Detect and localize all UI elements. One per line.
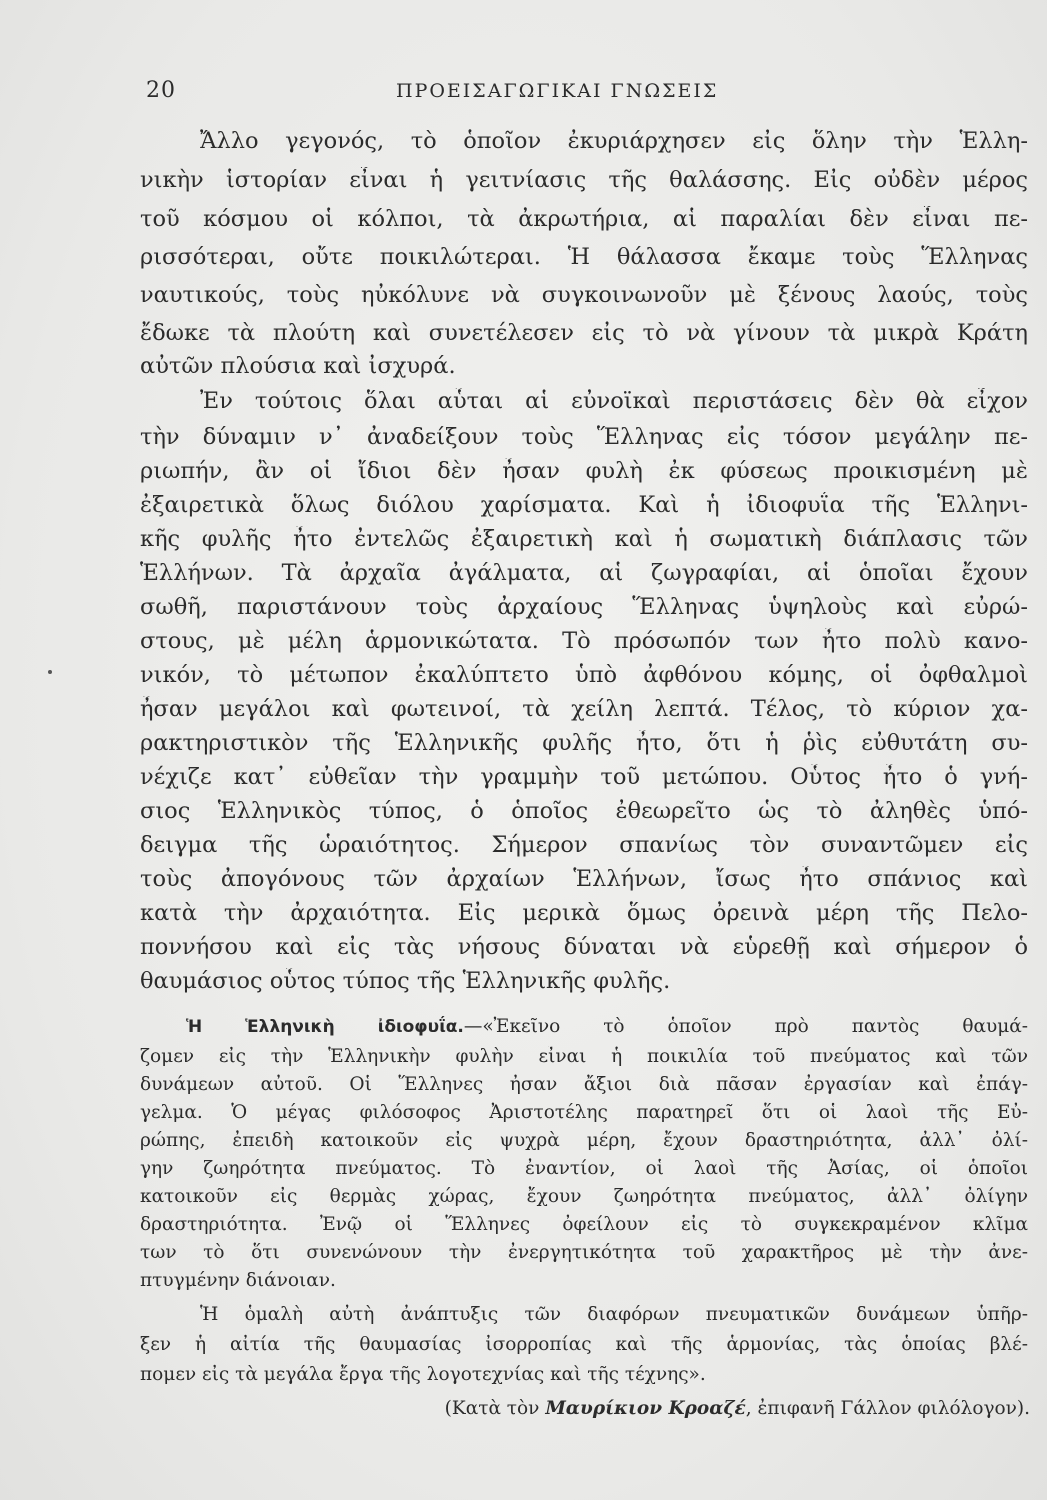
paragraph-2-line-5: κῆς φυλῆς ἦτο ἐντελῶς ἐξαιρετικὴ καὶ ἡ σωματικὴ διάπλασις τῶν xyxy=(140,526,1028,552)
paragraph-3-line-3: δυνάμεων αὐτοῦ. Οἱ Ἕλληνες ἦσαν ἄξιοι διὰ πᾶσαν ἐργασίαν καὶ ἐπάγ- xyxy=(140,1074,1028,1095)
paragraph-3-line-7: κατοικοῦν εἰς θερμὰς χώρας, ἔχουν ζωηρότητα πνεύματος, ἀλλ᾽ ὀλίγην xyxy=(140,1186,1028,1207)
paragraph-2-line-4: ἐξαιρετικὰ ὅλως διόλου χαρίσματα. Καὶ ἡ ἰδιοφυΐα τῆς Ἑλληνι- xyxy=(140,492,1028,518)
running-title: ΠΡΟΕΙΣΑΓΩΓΙΚΑΙ ΓΝΩΣΕΙΣ xyxy=(396,80,719,102)
paragraph-1-line-1: Ἄλλο γεγονός, τὸ ὁποῖον ἐκυριάρχησεν εἰς ὅλην τὴν Ἑλλη- xyxy=(200,128,1028,154)
paragraph-2-line-11: ρακτηριστικὸν τῆς Ἑλληνικῆς φυλῆς ἦτο, ὅτι ἡ ῥὶς εὐθυτάτη συ- xyxy=(140,730,1028,756)
paragraph-2-line-17: ποννήσου καὶ εἰς τὰς νήσους δύναται νὰ εὑρεθῇ καὶ σήμερον ὁ xyxy=(140,934,1028,960)
page-number: 20 xyxy=(146,78,176,103)
section-subheading: Ἡ Ἑλληνικὴ ἰδιοφυΐα. xyxy=(186,1017,464,1037)
paragraph-1-line-3: τοῦ κόσμου οἱ κόλποι, τὰ ἀκρωτήρια, αἱ παραλίαι δὲν εἶναι πε- xyxy=(140,206,1028,232)
paragraph-2-line-14: δειγμα τῆς ὡραιότητος. Σήμερον σπανίως τὸν συναντῶμεν εἰς xyxy=(140,832,1028,858)
paragraph-3-line-10: πτυγμένην διάνοιαν. xyxy=(140,1270,336,1291)
attribution-suffix: , ἐπιφανῆ Γάλλον φιλόλογον). xyxy=(745,1398,1030,1419)
paragraph-2-line-3: ριωπήν, ἂν οἱ ἴδιοι δὲν ἦσαν φυλὴ ἐκ φύσεως προικισμένη μὲ xyxy=(140,458,1028,484)
attribution xyxy=(300,1398,1030,1419)
paragraph-2-line-2: τὴν δύναμιν ν᾽ ἀναδείξουν τοὺς Ἕλληνας εἰς τόσον μεγάλην πε- xyxy=(140,424,1028,450)
paragraph-2-line-15: τοὺς ἀπογόνους τῶν ἀρχαίων Ἑλλήνων, ἴσως ἦτο σπάνιος καὶ xyxy=(140,866,1028,892)
paragraph-2-line-7: σωθῆ, παριστάνουν τοὺς ἀρχαίους Ἕλληνας ὑψηλοὺς καὶ εὐρώ- xyxy=(140,594,1028,620)
paragraph-2-line-13: σιος Ἑλληνικὸς τύπος, ὁ ὁποῖος ἐθεωρεῖτο ὡς τὸ ἀληθὲς ὑπό- xyxy=(140,798,1028,824)
paragraph-2-line-10: ἦσαν μεγάλοι καὶ φωτεινοί, τὰ χείλη λεπτά. Τέλος, τὸ κύριον χα- xyxy=(140,696,1028,722)
margin-speck xyxy=(48,670,52,674)
paragraph-4-line-1: Ἡ ὁμαλὴ αὐτὴ ἀνάπτυξις τῶν διαφόρων πνευματικῶν δυνάμεων ὑπῆρ- xyxy=(200,1304,1028,1325)
paragraph-4-line-2: ξεν ἡ αἰτία τῆς θαυμασίας ἰσορροπίας καὶ τῆς ἁρμονίας, τὰς ὁποίας βλέ- xyxy=(140,1334,1028,1355)
paragraph-3-line-1 xyxy=(186,1016,1028,1037)
attribution-prefix: (Κατὰ τὸν xyxy=(444,1398,546,1419)
page-header xyxy=(146,78,906,110)
paragraph-1-line-7: αὐτῶν πλούσια καὶ ἰσχυρά. xyxy=(140,353,456,379)
paragraph-3-line-6: γην ζωηρότητα πνεύματος. Τὸ ἐναντίον, οἱ λαοὶ τῆς Ἀσίας, οἱ ὁποῖοι xyxy=(140,1158,1028,1179)
paragraph-3-line-1-text: —«Ἐκεῖνο τὸ ὁποῖον πρὸ παντὸς θαυμά- xyxy=(463,1016,1028,1037)
paragraph-3-line-8: δραστηριότητα. Ἐνῷ οἱ Ἕλληνες ὀφείλουν εἰς τὸ συγκεκραμένον κλῖμα xyxy=(140,1214,1028,1235)
paragraph-1-line-4: ρισσότεραι, οὔτε ποικιλώτεραι. Ἡ θάλασσα ἔκαμε τοὺς Ἕλληνας xyxy=(140,244,1028,270)
paragraph-2-line-16: κατὰ τὴν ἀρχαιότητα. Εἰς μερικὰ ὅμως ὀρεινὰ μέρη τῆς Πελο- xyxy=(140,900,1028,926)
attribution-author: Μαυρίκιον Κροαζέ xyxy=(545,1398,746,1419)
paragraph-1-line-5: ναυτικούς, τοὺς ηὐκόλυνε νὰ συγκοινωνοῦν μὲ ξένους λαούς, τοὺς xyxy=(140,282,1028,308)
paragraph-1-line-6: ἔδωκε τὰ πλούτη καὶ συνετέλεσεν εἰς τὸ νὰ γίνουν τὰ μικρὰ Κράτη xyxy=(140,320,1028,346)
paragraph-2-line-1: Ἐν τούτοις ὅλαι αὗται αἱ εὐνοϊκαὶ περιστάσεις δὲν θὰ εἶχον xyxy=(200,388,1028,414)
paragraph-4-line-3: πομεν εἰς τὰ μεγάλα ἔργα τῆς λογοτεχνίας καὶ τῆς τέχνης». xyxy=(140,1364,706,1385)
paragraph-3-line-4: γελμα. Ὁ μέγας φιλόσοφος Ἀριστοτέλης παρατηρεῖ ὅτι οἱ λαοὶ τῆς Εὐ- xyxy=(140,1102,1028,1123)
paragraph-3-line-9: των τὸ ὅτι συνενώνουν τὴν ἐνεργητικότητα τοῦ χαρακτῆρος μὲ τὴν ἀνε- xyxy=(140,1242,1028,1263)
paragraph-1-line-2: νικὴν ἱστορίαν εἶναι ἡ γειτνίασις τῆς θαλάσσης. Εἰς οὐδὲν μέρος xyxy=(140,167,1028,193)
paragraph-2-line-9: νικόν, τὸ μέτωπον ἐκαλύπτετο ὑπὸ ἀφθόνου κόμης, οἱ ὀφθαλμοὶ xyxy=(140,662,1028,688)
paragraph-2-line-12: νέχιζε κατ᾽ εὐθεῖαν τὴν γραμμὴν τοῦ μετώπου. Οὗτος ἦτο ὁ γνή- xyxy=(140,764,1028,790)
paragraph-2-line-18: θαυμάσιος οὗτος τύπος τῆς Ἑλληνικῆς φυλῆς. xyxy=(140,968,671,994)
paragraph-2-line-8: στους, μὲ μέλη ἁρμονικώτατα. Τὸ πρόσωπόν των ἦτο πολὺ κανο- xyxy=(140,628,1028,654)
paragraph-3-line-2: ζομεν εἰς τὴν Ἑλληνικὴν φυλὴν εἶναι ἡ ποικιλία τοῦ πνεύματος καὶ τῶν xyxy=(140,1046,1028,1067)
paragraph-3-line-5: ρώπης, ἐπειδὴ κατοικοῦν εἰς ψυχρὰ μέρη, ἔχουν δραστηριότητα, ἀλλ᾽ ὀλί- xyxy=(140,1130,1028,1151)
paragraph-2-line-6: Ἑλλήνων. Τὰ ἀρχαῖα ἀγάλματα, αἱ ζωγραφίαι, αἱ ὁποῖαι ἔχουν xyxy=(140,560,1028,586)
